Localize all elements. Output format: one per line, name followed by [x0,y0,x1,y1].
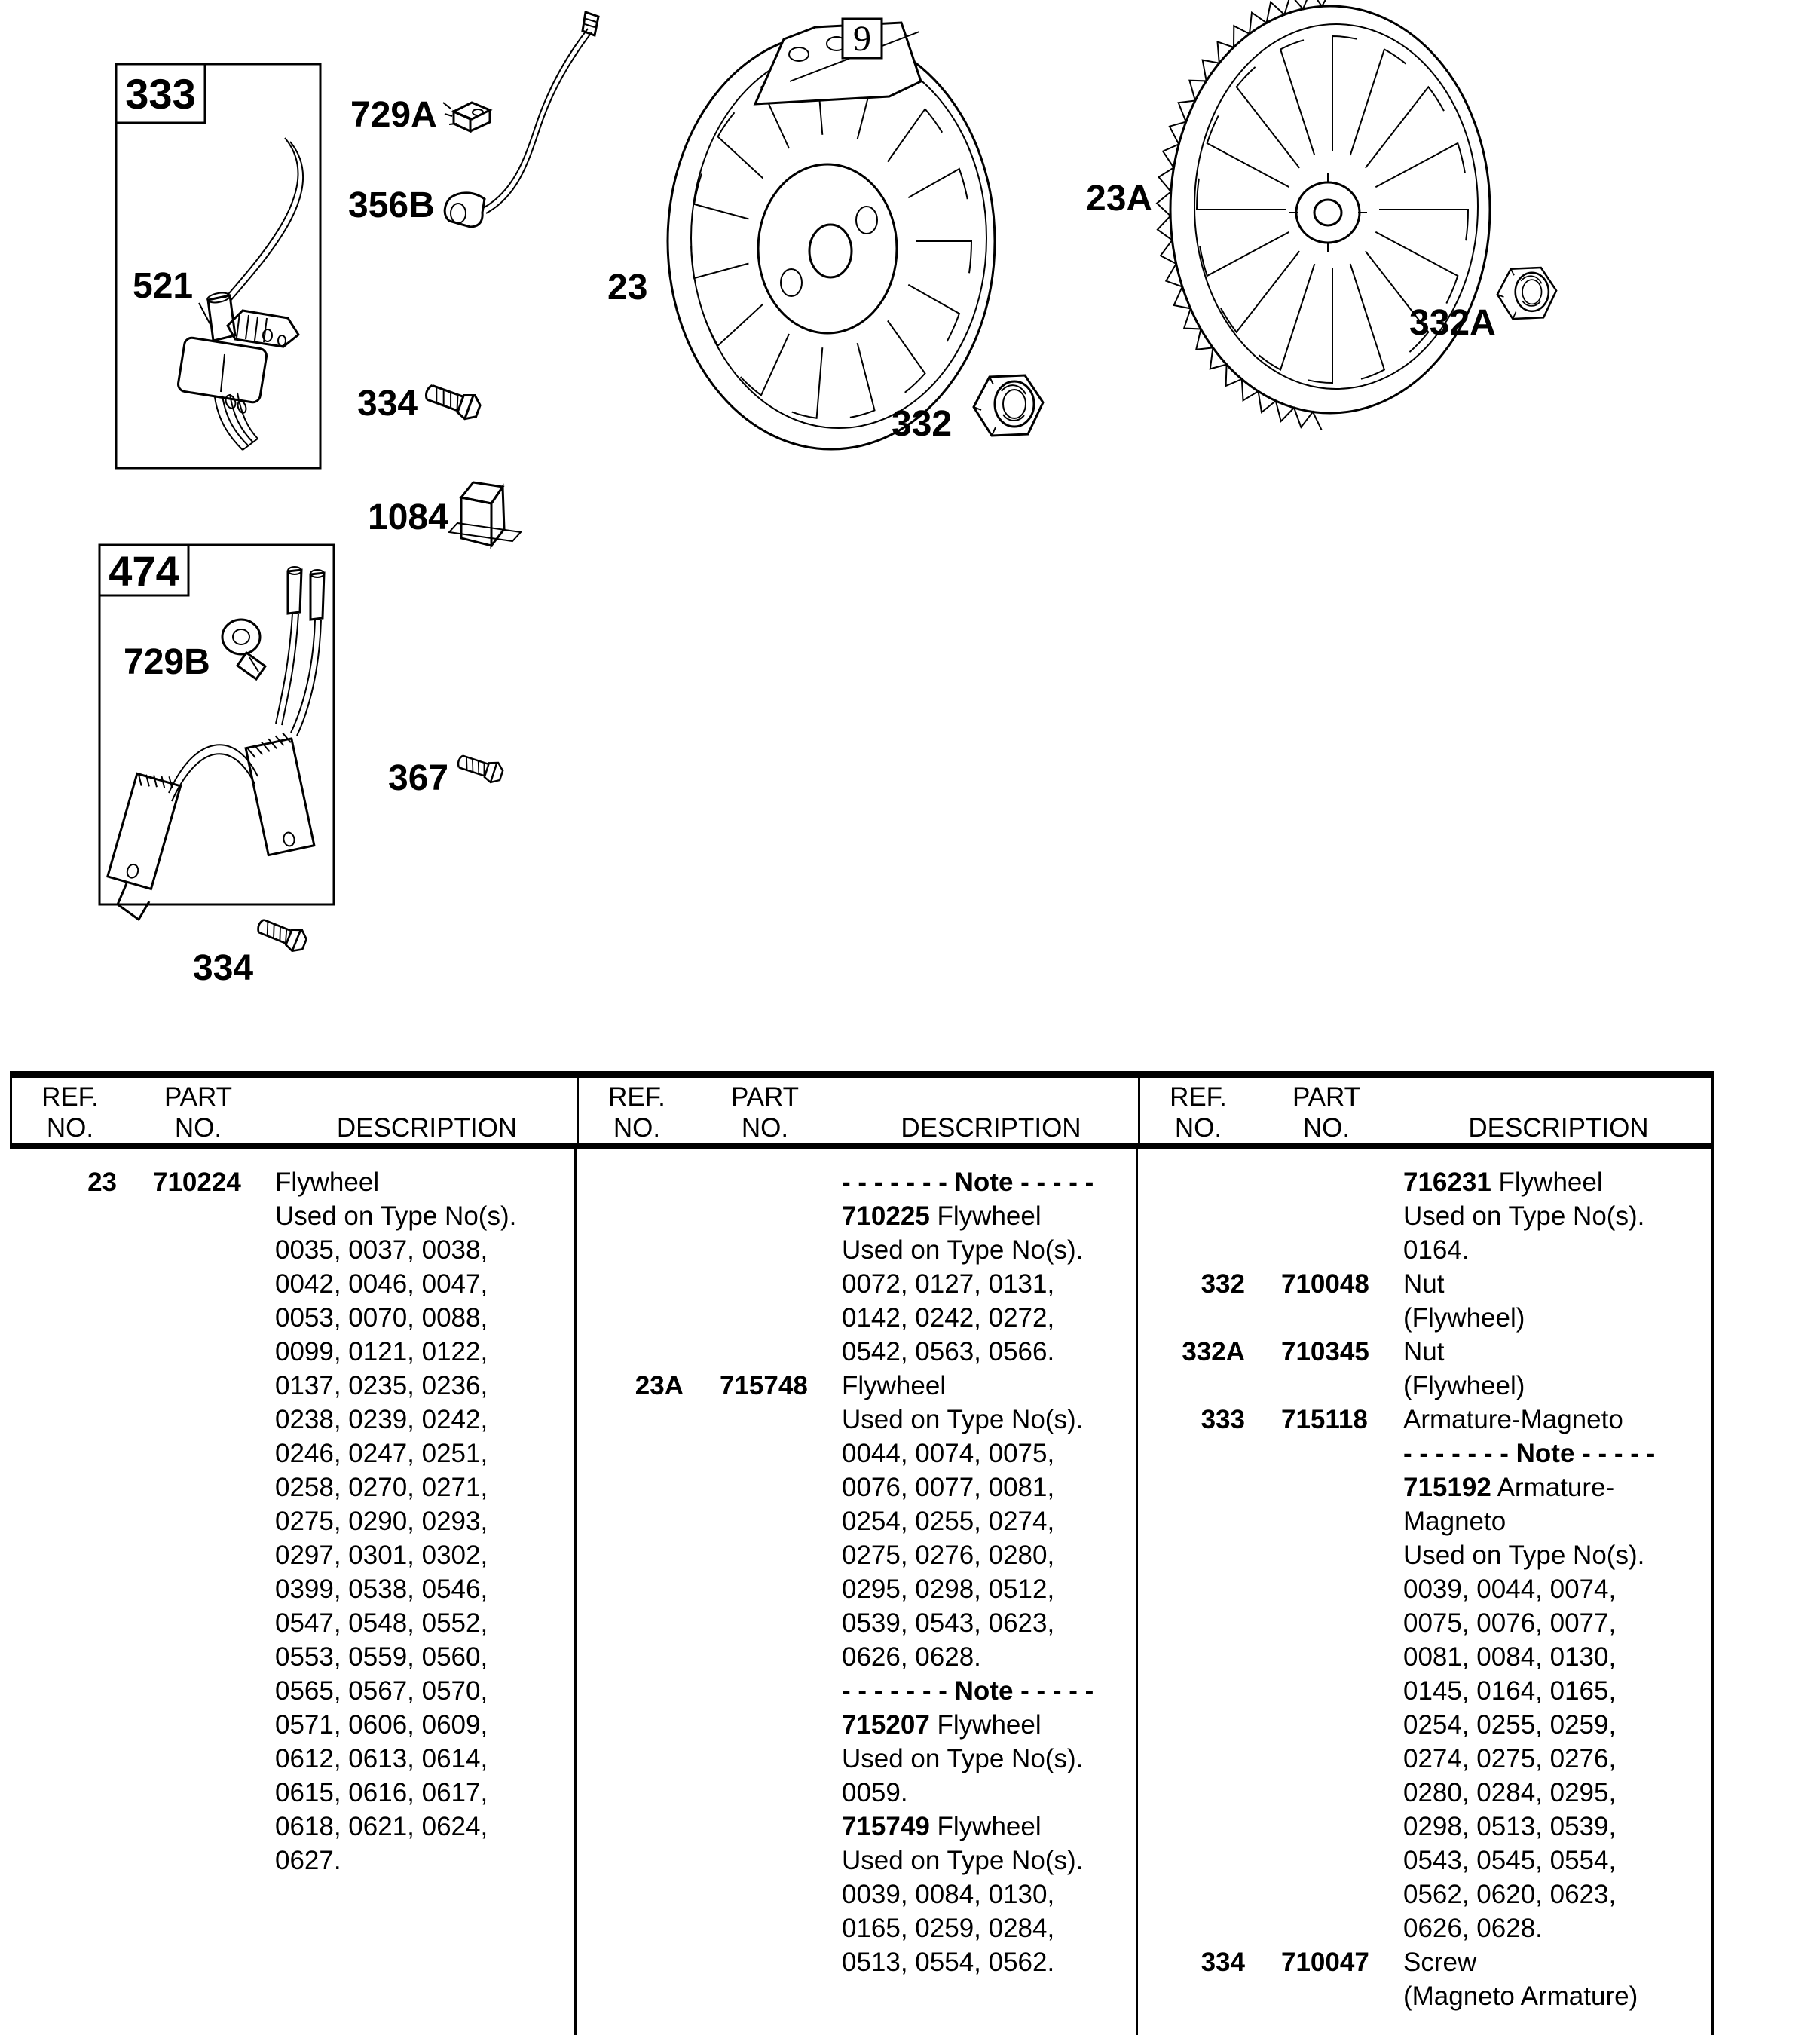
part-entry [577,1369,1136,1979]
label-23: 23 [607,268,648,308]
header-desc-line: DESCRIPTION [1468,1113,1649,1143]
ref-no: 333 [1201,1405,1245,1434]
part-entry [10,1165,574,1877]
header-desc-line: DESCRIPTION [901,1113,1081,1143]
screw-334-top-icon [423,379,483,422]
header-part-line1: PART [1292,1082,1361,1112]
part-entry [1138,1403,1711,1945]
description-line: Magneto [1403,1507,1506,1536]
description-line: (Flywheel) [1403,1303,1525,1333]
table-column-2 [577,1149,1138,2035]
description-line: 0626, 0628. [1403,1914,1543,1943]
description-line: Screw [1403,1948,1477,1977]
parts-table-header [10,1071,1711,1149]
part-note-line: 716231 Flywheel [1403,1167,1603,1197]
description-line: 0618, 0621, 0624, [275,1812,488,1841]
header-col-3 [1140,1078,1711,1143]
description-line: 0565, 0567, 0570, [275,1676,488,1706]
description-line: 0142, 0242, 0272, [842,1303,1055,1333]
description [842,1165,1136,1369]
description [1403,1335,1711,1403]
part-entry [1138,1267,1711,1335]
note-divider-line: - - - - - - - Note - - - - - [842,1676,1094,1706]
description-line: 0039, 0044, 0074, [1403,1574,1617,1604]
header-ref-line1: REF. [41,1082,99,1112]
description-line: 0295, 0298, 0512, [842,1574,1055,1604]
header-part [686,1082,844,1143]
description-line: 0075, 0076, 0077, [1403,1608,1617,1638]
note-divider-line: - - - - - - - Note - - - - - [1403,1439,1656,1468]
flywheel-nut-332a-icon [1497,268,1556,319]
label-356b: 356B [348,185,435,225]
description-line: 0044, 0074, 0075, [842,1439,1055,1468]
header-part-line2: NO. [1302,1113,1350,1143]
header-ref [21,1082,119,1143]
part-no: 710047 [1281,1948,1369,1977]
part-entry [1138,1335,1711,1403]
description-line: 0145, 0164, 0165, [1403,1676,1617,1706]
header-desc-line: DESCRIPTION [336,1113,518,1143]
header-ref-line1: REF. [608,1082,665,1112]
part-entry [577,1165,1136,1369]
description-line: 0280, 0284, 0295, [1403,1778,1617,1807]
screw-334-bottom-icon [255,914,309,954]
label-729a: 729A [350,95,437,135]
description [842,1369,1136,1979]
header-part-line1: PART [730,1082,800,1112]
header-desc [844,1082,1138,1143]
screw-367-icon [455,751,504,785]
description-line: 0539, 0543, 0623, [842,1608,1055,1638]
table-column-1 [10,1149,577,2035]
description-line: 0562, 0620, 0623, [1403,1880,1617,1909]
header-part [119,1082,277,1143]
description-line: 0275, 0276, 0280, [842,1541,1055,1570]
description-line: 0254, 0255, 0259, [1403,1710,1617,1740]
label-367: 367 [388,758,449,798]
description [275,1165,574,1877]
group-label-333: 333 [125,70,196,118]
part-entry [1138,1165,1711,1267]
description-line: 0072, 0127, 0131, [842,1269,1055,1299]
grommet-356b-icon [445,12,598,227]
description-line: 0099, 0121, 0122, [275,1337,488,1366]
description-line: 0039, 0084, 0130, [842,1880,1055,1909]
description-line: 0297, 0301, 0302, [275,1541,488,1570]
description-line: 0254, 0255, 0274, [842,1507,1055,1536]
description-line: Nut [1403,1337,1445,1366]
description-line: 0571, 0606, 0609, [275,1710,488,1740]
label-729b: 729B [124,642,210,682]
label-332a: 332A [1409,303,1496,343]
description-line: Nut [1403,1269,1445,1299]
header-part-line2: NO. [174,1113,222,1143]
description-line: 0164. [1403,1235,1470,1265]
header-ref-line2: NO. [46,1113,94,1143]
description-line: Used on Type No(s). [842,1405,1084,1434]
part-entry [1138,1945,1711,2013]
label-334-top: 334 [357,384,418,424]
label-1084: 1084 [368,497,448,537]
description-line: 0137, 0235, 0236, [275,1371,488,1400]
label-332: 332 [892,404,953,444]
description-line: 0035, 0037, 0038, [275,1235,488,1265]
part-no: 715118 [1281,1405,1368,1434]
header-desc [277,1082,577,1143]
clamp-729a-icon [443,103,490,131]
description-line: 0612, 0613, 0614, [275,1744,488,1773]
part-no: 710048 [1281,1269,1369,1299]
description-line: 0238, 0239, 0242, [275,1405,488,1434]
ref-no: 23 [87,1167,117,1197]
description-line: 0274, 0275, 0276, [1403,1744,1617,1773]
part-no: 715748 [720,1371,808,1400]
description-line: 0076, 0077, 0081, [842,1473,1055,1502]
description-line: 0042, 0046, 0047, [275,1269,488,1299]
description-line: Used on Type No(s). [1403,1541,1645,1570]
description-line: 0553, 0559, 0560, [275,1642,488,1672]
description-line: Used on Type No(s). [842,1235,1084,1265]
description-line: 0053, 0070, 0088, [275,1303,488,1333]
part-no: 710224 [153,1167,241,1197]
group-box-474 [99,545,334,904]
ignition-armature-521 [177,138,303,450]
description-line: 0626, 0628. [842,1642,981,1672]
description-line: 0513, 0554, 0562. [842,1948,1055,1977]
part-note-line: 710225 Flywheel [842,1201,1042,1231]
part-note-line: 715749 Flywheel [842,1812,1042,1841]
description-line: 0627. [275,1846,341,1875]
description-line: Used on Type No(s). [275,1201,517,1231]
parts-table [10,1071,1714,2035]
description-line: 0542, 0563, 0566. [842,1337,1055,1366]
ref-no: 334 [1201,1948,1245,1977]
header-part [1247,1082,1406,1143]
note-divider-line: - - - - - - - Note - - - - - [842,1167,1094,1197]
description-line: 0081, 0084, 0130, [1403,1642,1617,1672]
label-9: 9 [853,19,871,59]
description-line: Used on Type No(s). [842,1846,1084,1875]
description-line: 0399, 0538, 0546, [275,1574,488,1604]
description-line: 0547, 0548, 0552, [275,1608,488,1638]
header-part-line1: PART [164,1082,233,1112]
flywheel-nut-332-icon [974,375,1043,436]
header-ref-line2: NO. [613,1113,661,1143]
header-ref-line2: NO. [1174,1113,1222,1143]
header-ref [588,1082,686,1143]
description [1403,1165,1711,1267]
ref-no: 332 [1201,1269,1245,1299]
description-line: Flywheel [275,1167,380,1197]
description-line: (Flywheel) [1403,1371,1525,1400]
part-note-line: 715192 Armature- [1403,1473,1615,1502]
header-ref [1149,1082,1247,1143]
description-line: 0298, 0513, 0539, [1403,1812,1617,1841]
part-note-line: 715207 Flywheel [842,1710,1042,1740]
table-column-3 [1138,1149,1711,2035]
header-col-1 [12,1078,579,1143]
header-ref-line1: REF. [1170,1082,1227,1112]
description-line: 0165, 0259, 0284, [842,1914,1055,1943]
label-23a: 23A [1086,179,1153,219]
description [1403,1403,1711,1945]
description-line: Used on Type No(s). [842,1744,1084,1773]
description-line: Armature-Magneto [1403,1405,1623,1434]
description-line: 0059. [842,1778,908,1807]
description-line: (Magneto Armature) [1403,1981,1638,2011]
parts-table-body [10,1149,1711,2035]
description-line: 0615, 0616, 0617, [275,1778,488,1807]
description-line: Used on Type No(s). [1403,1201,1645,1231]
header-part-line2: NO. [741,1113,789,1143]
ref-no: 23A [635,1371,684,1400]
description-line: 0543, 0545, 0554, [1403,1846,1617,1875]
group-label-474: 474 [109,547,179,595]
flywheel-23 [668,19,995,449]
header-col-2 [579,1078,1140,1143]
description-line: 0275, 0290, 0293, [275,1507,488,1536]
description-line: 0246, 0247, 0251, [275,1439,488,1468]
header-desc [1406,1082,1711,1143]
part-no: 710345 [1281,1337,1369,1366]
description [1403,1945,1711,2013]
label-521: 521 [133,266,194,306]
label-334-bottom: 334 [193,948,254,988]
flywheel-ring-gear-23a [1157,0,1490,430]
description [1403,1267,1711,1335]
ring-terminal-729b-icon [222,620,265,679]
ref-no: 332A [1182,1337,1245,1366]
armature-magneto-474 [108,567,324,920]
description-line: Flywheel [842,1371,947,1400]
description-line: 0258, 0270, 0271, [275,1473,488,1502]
condenser-1084-icon [449,482,521,546]
